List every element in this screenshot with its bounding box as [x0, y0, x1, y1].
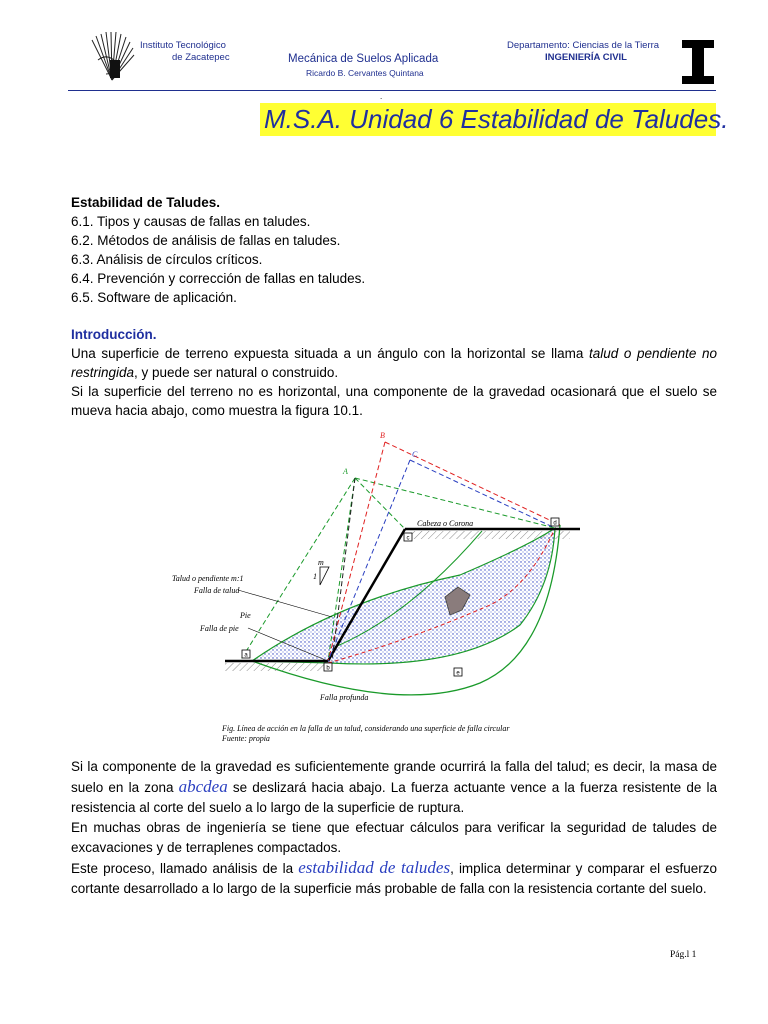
- toc-heading: Estabilidad de Taludes.: [71, 195, 221, 210]
- body-paragraph-3: Este proceso, llamado análisis de la estabilidad de taludes, implica determinar y comparar el esfuerzo cortante desarrollado a lo largo de la superficie más probable de falla con la resistencia cortante del suelo.: [71, 858, 717, 896]
- toc-item: 6.4. Prevención y corrección de fallas en taludes.: [71, 271, 366, 286]
- crown-label: Cabeza o Corona: [417, 519, 474, 528]
- intro-paragraph-2: Si la superficie del terreno no es horizontal, una componente de la gravedad ocasionará que el suelo se mueva hacia abajo, como muestra la figura 10.1.: [71, 384, 717, 418]
- point-label: c: [406, 535, 410, 542]
- intro-paragraph-1: Una superficie de terreno expuesta situada a un ángulo con la horizontal se llama talud o pendiente no restringida, y puede ser natural o construido.: [71, 346, 718, 380]
- point-label: e: [456, 670, 460, 677]
- page-number: Pág.l 1: [670, 950, 697, 960]
- figure-source: Fuente: propia: [222, 734, 270, 743]
- course-name: Mecánica de Suelos Aplicada: [288, 53, 439, 65]
- page-title: M.S.A. Unidad 6 Estabilidad de Taludes.: [260, 103, 716, 136]
- point-label: b: [326, 665, 330, 672]
- institute-name-line2: de Zacatepec: [172, 52, 230, 63]
- intro-heading: Introducción.: [71, 327, 157, 342]
- toc-item: 6.3. Análisis de círculos críticos.: [71, 252, 263, 267]
- point-label: d: [553, 520, 557, 527]
- toc-item: 6.1. Tipos y causas de fallas en taludes.: [71, 214, 311, 229]
- program-name: INGENIERÍA CIVIL: [545, 52, 627, 63]
- point-label: a: [244, 652, 248, 659]
- header-rule: [68, 90, 716, 91]
- deep-failure-label: Falla profunda: [320, 693, 369, 702]
- header-dot: .: [380, 92, 383, 101]
- sliding-mass: [252, 528, 555, 664]
- slope-failure-figure: [160, 425, 600, 715]
- toe-failure-label: Falla de pie: [200, 624, 239, 633]
- slope-ratio-triangle: [320, 567, 329, 585]
- radius-line-a-crown: [355, 478, 405, 529]
- institute-logo: [88, 30, 136, 84]
- slope-ratio-1: 1: [313, 572, 317, 581]
- slope-failure-label: Falla de talud: [194, 586, 240, 595]
- center-label-c: C: [412, 450, 418, 459]
- author-name: Ricardo B. Cervantes Quintana: [306, 68, 424, 78]
- toe-label: Pie: [240, 611, 251, 620]
- institute-name-line1: Instituto Tecnológico: [140, 40, 226, 51]
- toc-item: 6.2. Métodos de análisis de fallas en taludes.: [71, 233, 341, 248]
- body-paragraph-1: Si la componente de la gravedad es suficientemente grande ocurrirá la falla del talud; es decir, la masa de suelo en la zona abcdea se deslizará hacia abajo. La fuerza actuante vence a la fuerza resistente de la resistencia al corte del suelo a lo largo de la superficie de ruptura.: [71, 759, 717, 815]
- center-label-b: B: [380, 431, 385, 440]
- ground-hatch-left: [225, 663, 325, 671]
- slope-label: Talud o pendiente m:1: [172, 574, 244, 583]
- body-paragraph-2: En muchas obras de ingeniería se tiene que efectuar cálculos para verificar la seguridad de taludes de excavaciones y de terraplenes compactados.: [71, 820, 717, 855]
- toc: [71, 193, 717, 307]
- civil-engineering-logo: [680, 38, 716, 86]
- slope-leader-line: [238, 590, 332, 617]
- department-name: Departamento: Ciencias de la Tierra: [507, 40, 660, 51]
- figure-caption: Fig. Línea de acción en la falla de un talud, considerando una superficie de falla circular: [222, 724, 510, 733]
- center-label-a: A: [343, 467, 348, 476]
- toc-item: 6.5. Software de aplicación.: [71, 290, 237, 305]
- slope-ratio-m: m: [318, 558, 324, 567]
